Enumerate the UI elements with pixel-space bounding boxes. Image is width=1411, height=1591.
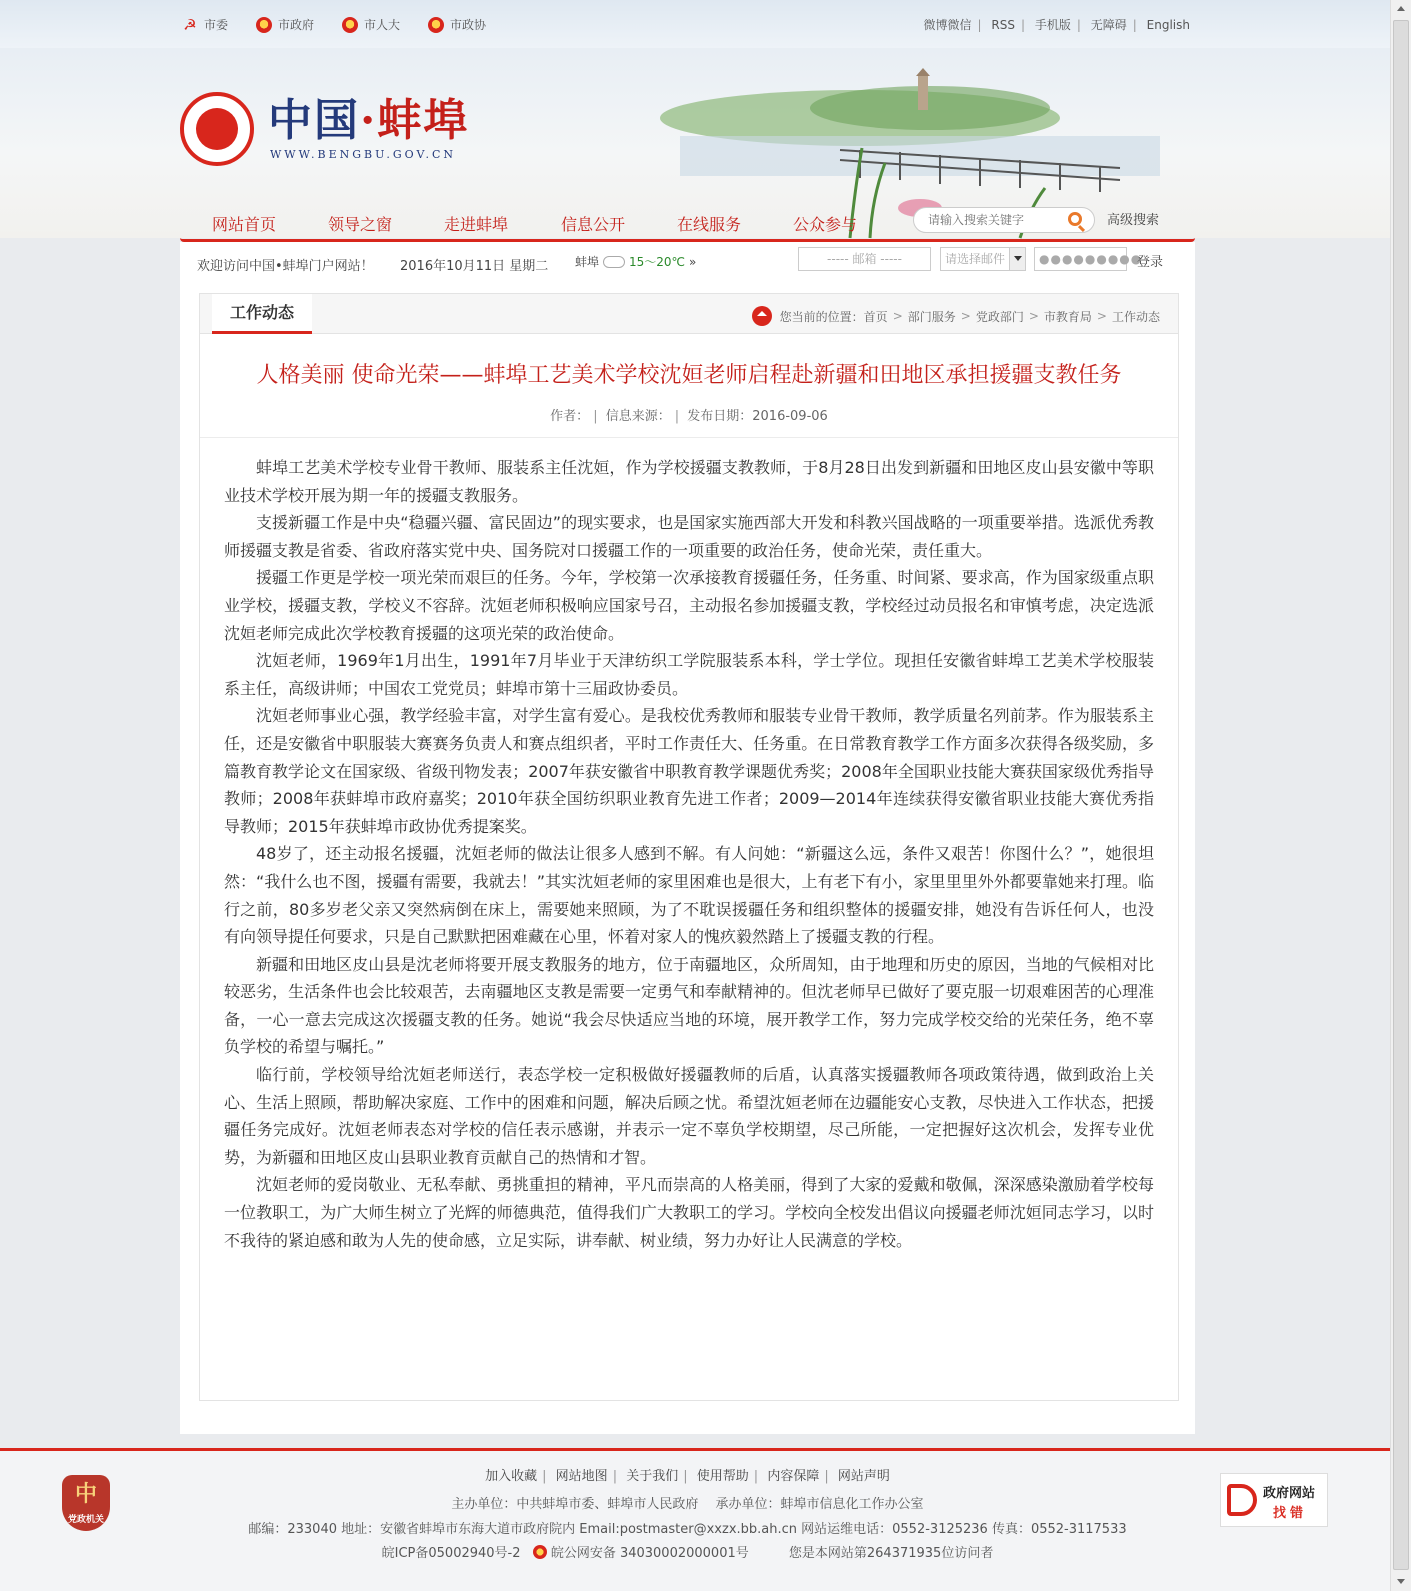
english-link[interactable]: English xyxy=(1146,18,1190,32)
article-paragraph: 沈姮老师的爱岗敬业、无私奉献、勇挑重担的精神，平凡而崇高的人格美丽，得到了大家的爱戴和敬佩，深深感染激励着学校每一位教职工，为广大师生树立了光辉的师德典范，值得我们广大教职工的学习。学校向全校发出倡议向援疆老师沈姮同志学习，以时不我待的紧迫感和敢为人先的使命感，立足实际，讲奉献、树业绩，努力办好让人民满意的学校。 xyxy=(224,1175,1154,1250)
weather-temp: 15～20℃ xyxy=(629,255,686,269)
cppcc-emblem-icon xyxy=(428,17,444,33)
mailbox-field[interactable]: ----- 邮箱 ----- xyxy=(798,247,931,271)
footer-sponsor: 主办单位：中共蚌埠市委、蚌埠市人民政府 承办单位：蚌埠市信息化工作办公室 xyxy=(451,1497,924,1512)
current-date: 2016年10月11日 星期二 xyxy=(400,259,549,274)
article-paragraph: 沈姮老师事业心强，教学经验丰富，对学生富有爱心。是我校优秀教师和服装专业骨干教师，教学质量名列前茅。作为服装系主任，还是安徽省中职服装大赛赛务负责人和赛点组织者，平时工作责任大、任务重。在日常教育教学工作方面多次获得各级奖励，多篇教育教学论文在国家级、省级刊物发表；2007年获安徽省中职教育教学课题优秀奖；2008年全国职业技能大赛获国家级优秀指导教师；2008年获蚌埠市政府嘉奖；2010年获全国纺织职业教育先进工作者；2009—2014年连续获得安徽省职业技能大赛优秀指导教师；2015年获蚌埠市政协优秀提案奖。 xyxy=(224,706,1154,836)
party-organ-badge-icon[interactable]: 中 党政机关 xyxy=(62,1475,110,1531)
section-tab-work-news[interactable]: 工作动态 xyxy=(212,294,312,334)
footer-link-content-guarantee[interactable]: 内容保障 xyxy=(767,1469,820,1484)
article-body xyxy=(224,454,1154,1254)
nav-item-about-bengbu[interactable]: 走进蚌埠 xyxy=(444,215,509,234)
article-paragraph: 蚌埠工艺美术学校专业骨干教师、服装系主任沈姮，作为学校援疆支教教师，于8月28日出发到新疆和田地区皮山县安徽中等职业技术学校开展为期一年的援疆支教服务。 xyxy=(224,458,1154,505)
nav-item-online-service[interactable]: 在线服务 xyxy=(677,215,742,234)
footer-link-help[interactable]: 使用帮助 xyxy=(696,1469,749,1484)
cloud-icon xyxy=(603,256,625,268)
article-paragraph: 沈姮老师，1969年1月出生，1991年7月毕业于天津纺织工学院服装系本科，学士学位。现担任安徽省蚌埠工艺美术学校服装系主任，高级讲师；中国农工党党员；蚌埠市第十三届政协委员。 xyxy=(224,651,1154,698)
footer-links: 加入收藏 | 网站地图 | 关于我们 | 使用帮助 | 内容保障 | 网站声明 xyxy=(485,1469,890,1484)
scroll-down-icon[interactable] xyxy=(1391,1573,1411,1591)
footer-contact: 邮编：233040 地址：安徽省蚌埠市东海大道市政府院内 Email:postmaster@xxzx.bb.ah.cn 网站运维电话：0552-3125236 传真：0552-3117533 xyxy=(248,1522,1127,1537)
search-icon[interactable] xyxy=(1068,212,1082,226)
footer-link-bookmark[interactable]: 加入收藏 xyxy=(485,1469,538,1484)
gov-link-government[interactable]: 市政府 xyxy=(256,16,314,33)
breadcrumb-item[interactable]: 部门服务 xyxy=(907,309,956,324)
scrollbar-thumb[interactable] xyxy=(1393,20,1409,1570)
weather-widget[interactable] xyxy=(575,253,696,270)
footer-link-sitemap[interactable]: 网站地图 xyxy=(555,1469,608,1484)
meta-author: 作者： xyxy=(550,409,590,424)
weather-more-icon[interactable]: » xyxy=(689,254,697,269)
home-icon xyxy=(752,306,772,326)
mail-domain-select[interactable]: 请选择邮件 xyxy=(940,247,1026,271)
article-meta: 作者： | 信息来源： | 发布日期：2016-09-06 xyxy=(550,409,828,424)
article-paragraph: 新疆和田地区皮山县是沈老师将要开展支教服务的地方，位于南疆地区，众所周知，由于地理和历史的原因，当地的气候相对比较恶劣，生活条件也会比较艰苦，去南疆地区支教是需要一定勇气和奉献精神的。但沈老师早已做好了要克服一切艰难困苦的心理准备，一心一意去完成这次援疆支教的任务。她说“我会尽快适应当地的环境，展开教学工作，努力完成学校交给的光荣任务，绝不辜负学校的希望与嘱托。” xyxy=(224,954,1154,1057)
advanced-search-link[interactable]: 高级搜索 xyxy=(1107,213,1160,228)
error-report-icon xyxy=(1227,1484,1257,1516)
meta-date: 发布日期：2016-09-06 xyxy=(687,409,828,424)
article-paragraph: 48岁了，还主动报名援疆，沈姮老师的做法让很多人感到不解。有人问她：“新疆这么远，条件又艰苦！你图什么？”，她很坦然：“我什么也不图，援疆有需要，我就去！”其实沈姮老师的家里困难也是很大，上有老下有小，家里里里外外都要靠她来打理。临行之前，80多岁老父亲又突然病倒在床上，需要她来照顾，为了不耽误援疆任务和组织整体的援疆安排，她没有告诉任何人，也没有向领导提任何要求，只是自己默默把困难藏在心里，怀着对家人的愧疚毅然踏上了援疆支教的行程。 xyxy=(224,844,1154,947)
footer-link-statement[interactable]: 网站声明 xyxy=(837,1469,890,1484)
dropdown-arrow-icon xyxy=(1009,248,1025,270)
password-field[interactable]: ●●●●●●●●● xyxy=(1034,247,1127,271)
nav-item-leaders[interactable]: 领导之窗 xyxy=(328,215,393,234)
weibo-weixin-link[interactable]: 微博微信 xyxy=(923,18,972,32)
gov-link-congress[interactable]: 市人大 xyxy=(342,16,400,33)
article-paragraph: 支援新疆工作是中央“稳疆兴疆、富民固边”的现实要求，也是国家实施西部大开发和科教兴国战略的一项重要举措。选派优秀教师援疆支教是省委、省政府落实党中央、国务院对口援疆工作的一项重要的政治任务，使命光荣，责任重大。 xyxy=(224,513,1154,560)
info-bar xyxy=(180,242,1195,286)
accessibility-link[interactable]: 无障碍 xyxy=(1090,18,1127,32)
article-container xyxy=(199,293,1179,1401)
national-emblem-icon xyxy=(256,17,272,33)
breadcrumb-item[interactable]: 工作动态 xyxy=(1111,309,1160,324)
breadcrumb-item[interactable]: 您当前的位置：首页 xyxy=(779,309,888,324)
nav-item-public-participation[interactable]: 公众参与 xyxy=(793,215,858,234)
article-paragraph: 临行前，学校领导给沈姮老师送行，表态学校一定积极做好援疆教师的后盾，认真落实援疆教师各项政策待遇，做到政治上关心、生活上照顾，帮助解决家庭、工作中的困难和问题，解决后顾之忧。希望沈姮老师在边疆能安心支教，尽快进入工作状态，把援疆任务完成好。沈姮老师表态对学校的信任表示感谢，并表示一定不辜负学校期望，尽己所能，一定把握好这次机会，发挥专业优势，为新疆和田地区皮山县职业教育贡献自己的热情和才智。 xyxy=(224,1065,1154,1167)
city-logo-icon[interactable] xyxy=(180,92,254,166)
icp-record[interactable]: 皖ICP备05002940号-2 xyxy=(381,1546,521,1561)
rss-link[interactable]: RSS xyxy=(991,18,1015,32)
party-emblem-icon: ☭ xyxy=(183,15,197,34)
article-paragraph: 援疆工作更是学校一项光荣而艰巨的任务。今年，学校第一次承接教育援疆任务，任务重、时间紧、要求高，作为国家级重点职业学校，援疆支教，学校义不容辞。沈姮老师积极响应国家号召，主动报名参加援疆支教，学校经过动员报名和审慎考虑，决定选派沈姮老师完成此次学校教育援疆的这项光荣的政治使命。 xyxy=(224,568,1154,643)
weather-city: 蚌埠 xyxy=(575,255,600,269)
nav-item-home[interactable]: 网站首页 xyxy=(212,215,277,234)
site-url: WWW.BENGBU.GOV.CN xyxy=(270,148,457,161)
visitor-count: 您是本网站第264371935位访问者 xyxy=(788,1546,994,1561)
welcome-text: 欢迎访问中国•蚌埠门户网站！ xyxy=(197,259,374,274)
utility-links: 微博微信 | RSS | 手机版 | 无障碍 | English xyxy=(923,18,1190,32)
footer xyxy=(0,1448,1390,1591)
police-record[interactable]: 皖公网安备 34030002000001号 xyxy=(550,1546,749,1561)
gov-links xyxy=(182,16,486,33)
content-area xyxy=(180,242,1195,1434)
footer-link-about[interactable]: 关于我们 xyxy=(626,1469,679,1484)
meta-source: 信息来源： xyxy=(605,409,671,424)
gov-link-cppcc[interactable]: 市政协 xyxy=(428,16,486,33)
search-box xyxy=(913,207,1095,233)
breadcrumb-item[interactable]: 党政部门 xyxy=(975,309,1024,324)
site-logo-title[interactable]: 中国·蚌埠 xyxy=(268,95,470,146)
national-emblem-icon xyxy=(342,17,358,33)
breadcrumb: 您当前的位置：首页 > 部门服务 > 党政部门 > 市教育局 > 工作动态 xyxy=(752,306,1160,326)
gov-link-party[interactable]: ☭ 市委 xyxy=(183,15,229,34)
scroll-up-icon[interactable] xyxy=(1391,0,1411,18)
section-header xyxy=(200,294,1178,334)
police-badge-icon xyxy=(533,1545,547,1559)
search-input[interactable] xyxy=(928,213,1058,227)
footer-records xyxy=(0,1542,1375,1561)
gov-site-error-report-badge[interactable]: 政府网站 找错 xyxy=(1220,1473,1328,1527)
nav-item-info-disclosure[interactable]: 信息公开 xyxy=(561,215,626,234)
login-button[interactable]: 登录 xyxy=(1137,255,1164,270)
mobile-link[interactable]: 手机版 xyxy=(1034,18,1071,32)
top-bar xyxy=(0,0,1390,48)
vertical-scrollbar[interactable] xyxy=(1390,0,1411,1591)
article-title: 人格美丽 使命光荣——蚌埠工艺美术学校沈姮老师启程赴新疆和田地区承担援疆支教任务 xyxy=(256,363,1122,388)
divider xyxy=(200,437,1178,438)
breadcrumb-item[interactable]: 市教育局 xyxy=(1043,309,1092,324)
